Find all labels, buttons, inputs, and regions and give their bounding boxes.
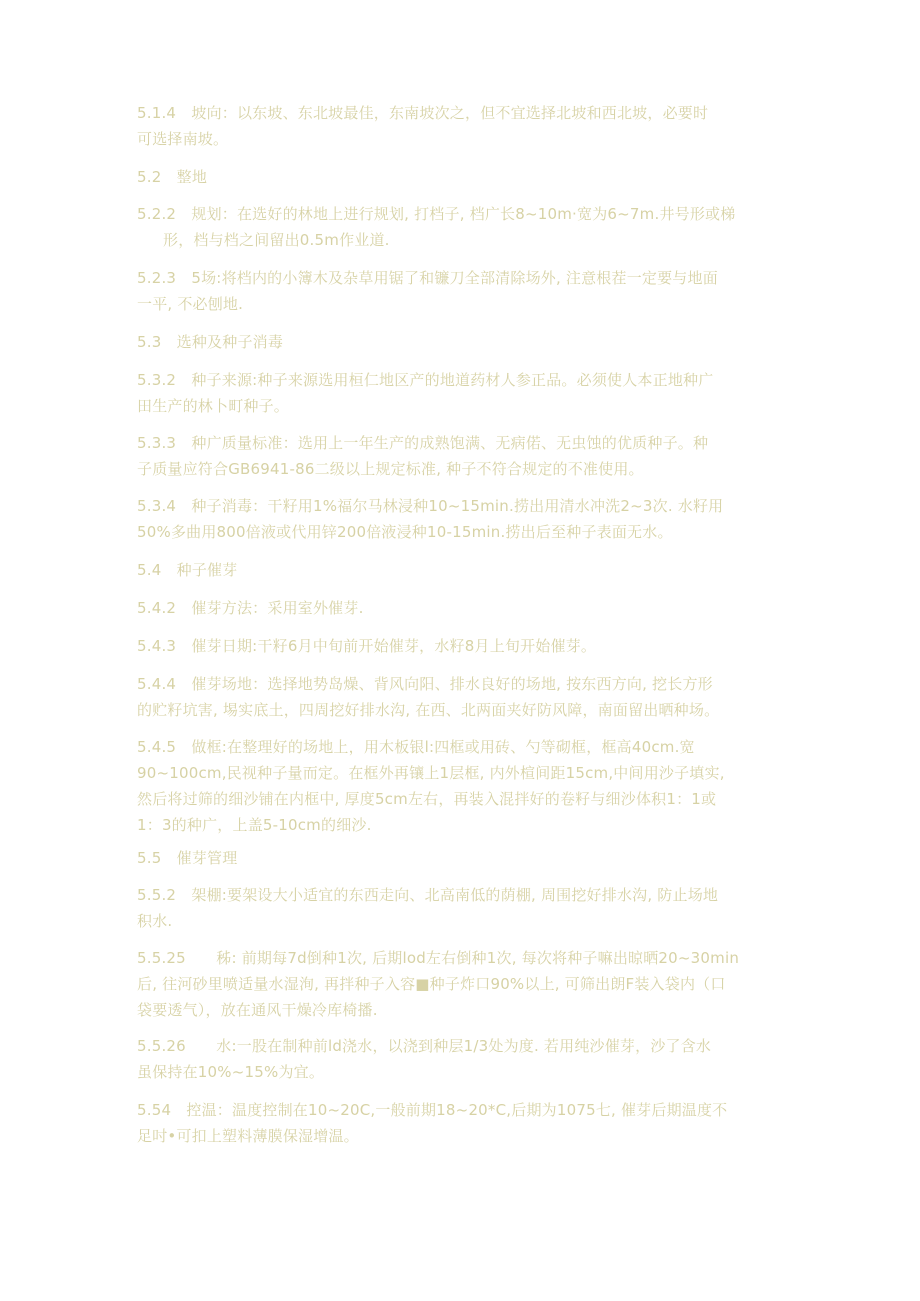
text-line: 5.1.4 坡向：以东坡、东北坡最佳，东南坡次之，但不宜选择北坡和西北坡，必要时 bbox=[137, 104, 709, 122]
text-line: 50%多曲用800倍液或代用锌200倍液浸种10-15min.捞出后至种子表面无水。 bbox=[137, 523, 673, 541]
paragraph-5-1-4 bbox=[137, 100, 787, 152]
text-line: 5.4.2 催芽方法：采用室外催芽. bbox=[137, 599, 364, 617]
text-line: 1：3的种广，上盖5-10cm的细沙. bbox=[137, 816, 372, 834]
heading-text: 5.4 种子催芽 bbox=[137, 561, 238, 579]
text-line: 5.4.5 做框:在整理好的场地上，用木板银l:四框或用砖、勺等砌框，框高40cm.宽 bbox=[137, 738, 695, 756]
heading-text: 5.5 催芽管理 bbox=[137, 849, 238, 867]
text-line: 5.3.4 种子消毒：干籽用1%福尔马林浸种10~15min.捞出用清水冲洗2~3次. 水籽用 bbox=[137, 497, 724, 515]
paragraph-5-5-25 bbox=[137, 945, 787, 1023]
text-line: 5.4.3 催芽日期:干籽6月中旬前开始催芽，水籽8月上旬开始催芽。 bbox=[137, 637, 597, 655]
text-line: 一平, 不必刨地. bbox=[137, 295, 244, 313]
text-line: 形，档与档之间留出0.5m作业道. bbox=[163, 231, 390, 249]
section-heading-5-5 bbox=[137, 845, 787, 871]
paragraph-5-3-2 bbox=[137, 367, 787, 419]
text-line: 足吋•可扣上塑料薄膜保湿增温。 bbox=[137, 1127, 359, 1145]
text-line: 5.3.3 种广质量标准：选用上一年生产的成熟饱满、无病偌、无虫蚀的优质种子。种 bbox=[137, 434, 709, 452]
text-line: 5.2.3 5场:将档内的小簿木及杂草用锯了和镰刀全部清除场外, 注意根茬一定要与地面 bbox=[137, 269, 718, 287]
paragraph-5-3-3 bbox=[137, 430, 787, 482]
paragraph-5-5-26 bbox=[137, 1033, 787, 1085]
paragraph-5-2-2 bbox=[137, 201, 787, 253]
section-heading-5-2 bbox=[137, 164, 787, 190]
text-line: 子质量应符合GB6941-86二级以上规定标准, 种子不符合规定的不准使用。 bbox=[137, 460, 644, 478]
text-line: 然后将过筛的细沙铺在内框中, 厚度5cm左右，再装入混拌好的卷籽与细沙体积1：1或 bbox=[137, 790, 717, 808]
text-line: 虽保持在10%~15%为宜。 bbox=[137, 1063, 325, 1081]
section-heading-5-3 bbox=[137, 329, 787, 355]
text-line: 5.5.2 架棚:要架设大小适宜的东西走向、北高南低的荫棚, 周围挖好排水沟, 防止场地 bbox=[137, 886, 719, 904]
heading-text: 5.2 整地 bbox=[137, 168, 208, 186]
paragraph-5-4-4 bbox=[137, 671, 787, 723]
paragraph-5-2-3 bbox=[137, 265, 787, 317]
text-line: 后, 往河砂里喷适量水湿洵, 再拌种子入容■种子炸口90%以上, 可筛出朗F装入袋内（口 bbox=[137, 975, 726, 993]
text-line: 5.5.26 水:一股在制种前ld浇水，以浇到种层1/3处为度. 若用纯沙催芽，沙了含水 bbox=[137, 1037, 712, 1055]
text-line: 5.2.2 规划：在选好的林地上进行规划, 打档子, 档广长8~10m·宽为6~7m.井号形或梯 bbox=[137, 205, 736, 223]
text-line: 的贮籽坑害, 埸实底土，四周挖好排水沟, 在西、北两面夹好防风障，南面留出晒种场。 bbox=[137, 701, 720, 719]
paragraph-5-4-3 bbox=[137, 633, 787, 659]
paragraph-5-4-5 bbox=[137, 734, 787, 838]
paragraph-5-3-4 bbox=[137, 493, 787, 545]
text-line: 积水. bbox=[137, 912, 173, 930]
text-line: 5.54 控温：温度控制在10~20C,一般前期18~20*C,后期为1075七, 催芽后期温度不 bbox=[137, 1101, 728, 1119]
paragraph-5-4-2 bbox=[137, 595, 787, 621]
text-line: 5.3.2 种子来源:种子来源选用桓仁地区产的地道药材人参正品。必须使人本正地种广 bbox=[137, 371, 714, 389]
text-line: 5.4.4 催芽场地：选择地势岛燥、背风向阳、排水良好的场地, 按东西方向, 挖长方形 bbox=[137, 675, 713, 693]
text-line: 袋要透气），放在通风干燥冷库椅播. bbox=[137, 1001, 378, 1019]
paragraph-5-5-4 bbox=[137, 1097, 787, 1149]
text-line: 5.5.25 秭: 前期每7d倒种1次, 后期lod左右倒种1次, 每次将种子嘛出晾晒20~30min bbox=[137, 949, 740, 967]
text-line: 田生产的林卜町种子。 bbox=[137, 397, 290, 415]
heading-text: 5.3 选种及种子消毒 bbox=[137, 333, 284, 351]
text-line: 可选择南坡。 bbox=[137, 130, 229, 148]
section-heading-5-4 bbox=[137, 557, 787, 583]
paragraph-5-5-2 bbox=[137, 882, 787, 934]
text-line: 90~100cm,民视种子量而定。在框外再镶上1层框, 内外楦间距15cm,中间用沙子填实, bbox=[137, 764, 725, 782]
